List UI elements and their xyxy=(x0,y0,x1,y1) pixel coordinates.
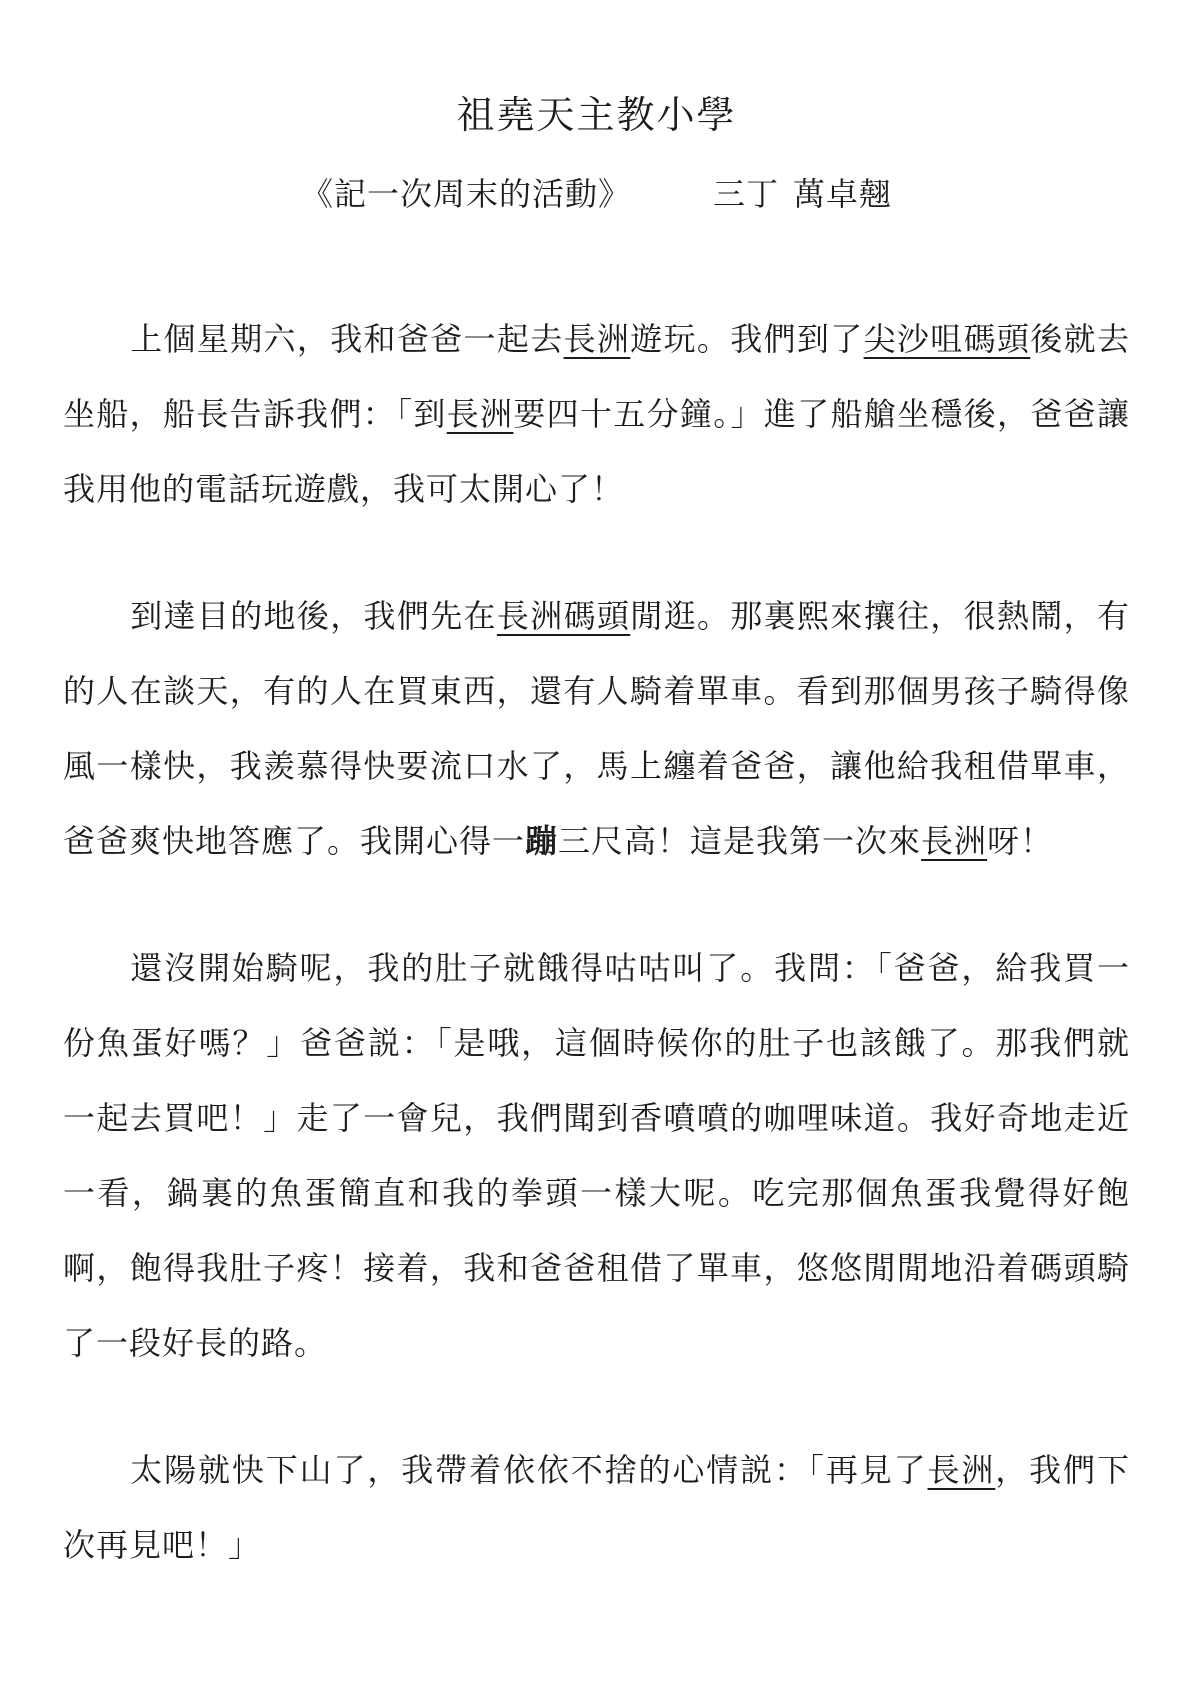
title-line xyxy=(63,170,1130,218)
text-run: 閒逛。那裏熙來攘往，很熱鬧，有的人在談天，有的人在買東西，還有人騎着單車。看到那個男孩子騎得像風一樣快，我羨慕得快要流口水了，馬上纏着爸爸，讓他給我租借單車，爸爸爽快地答應了。我開心得一 xyxy=(63,598,1130,859)
underlined-text: 長洲 xyxy=(563,321,631,357)
underlined-text: 長洲碼頭 xyxy=(496,598,631,634)
text-run: 三尺高！這是我第一次來 xyxy=(558,823,922,859)
essay-paragraph xyxy=(63,1433,1130,1583)
text-run: 太陽就快下山了，我帶着依依不捨的心情説：「再見了 xyxy=(130,1452,928,1488)
text-run: 後就去坐船，船長告訴我們：「到 xyxy=(63,321,1130,432)
underlined-text: 長洲 xyxy=(927,1452,996,1488)
text-run: 遊玩。我們到了 xyxy=(630,321,864,357)
essay-paragraph xyxy=(63,302,1130,527)
text-run: ，我們下次再見吧！」 xyxy=(63,1452,1130,1563)
underlined-text: 尖沙咀碼頭 xyxy=(863,321,1031,357)
text-run: 上個星期六，我和爸爸一起去 xyxy=(130,321,564,357)
essay-body xyxy=(63,302,1130,1583)
text-run: 要四十五分鐘。」進了船艙坐穩後，爸爸讓我用他的電話玩遊戲，我可太開心了！ xyxy=(63,396,1130,507)
essay-paragraph xyxy=(63,579,1130,879)
author-name: 萬卓翹 xyxy=(793,176,893,212)
underlined-text: 長洲 xyxy=(921,823,988,859)
bold-text: 蹦 xyxy=(525,823,559,859)
essay-title: 《記一次周末的活動》 xyxy=(300,176,631,212)
author xyxy=(713,170,892,218)
author-class: 三丁 xyxy=(712,176,779,212)
text-run: 到達目的地後，我們先在 xyxy=(130,598,497,634)
text-run: 呀！ xyxy=(987,823,1054,859)
essay-paragraph xyxy=(63,931,1130,1381)
school-name: 祖堯天主教小學 xyxy=(456,95,737,137)
underlined-text: 長洲 xyxy=(446,396,514,432)
text-run: 還沒開始騎呢，我的肚子就餓得咕咕叫了。我問：「爸爸，給我買一份魚蛋好嗎？」爸爸説：「是哦，這個時候你的肚子也該餓了。那我們就一起去買吧！」走了一會兒，我們聞到香噴噴的咖哩味道。我好奇地走近一看，鍋裏的魚蛋簡直和我的拳頭一樣大呢。吃完那個魚蛋我覺得好飽啊，飽得我肚子疼！接着，我和爸爸租借了單車，悠悠閒閒地沿着碼頭騎了一段好長的路。 xyxy=(63,950,1130,1361)
